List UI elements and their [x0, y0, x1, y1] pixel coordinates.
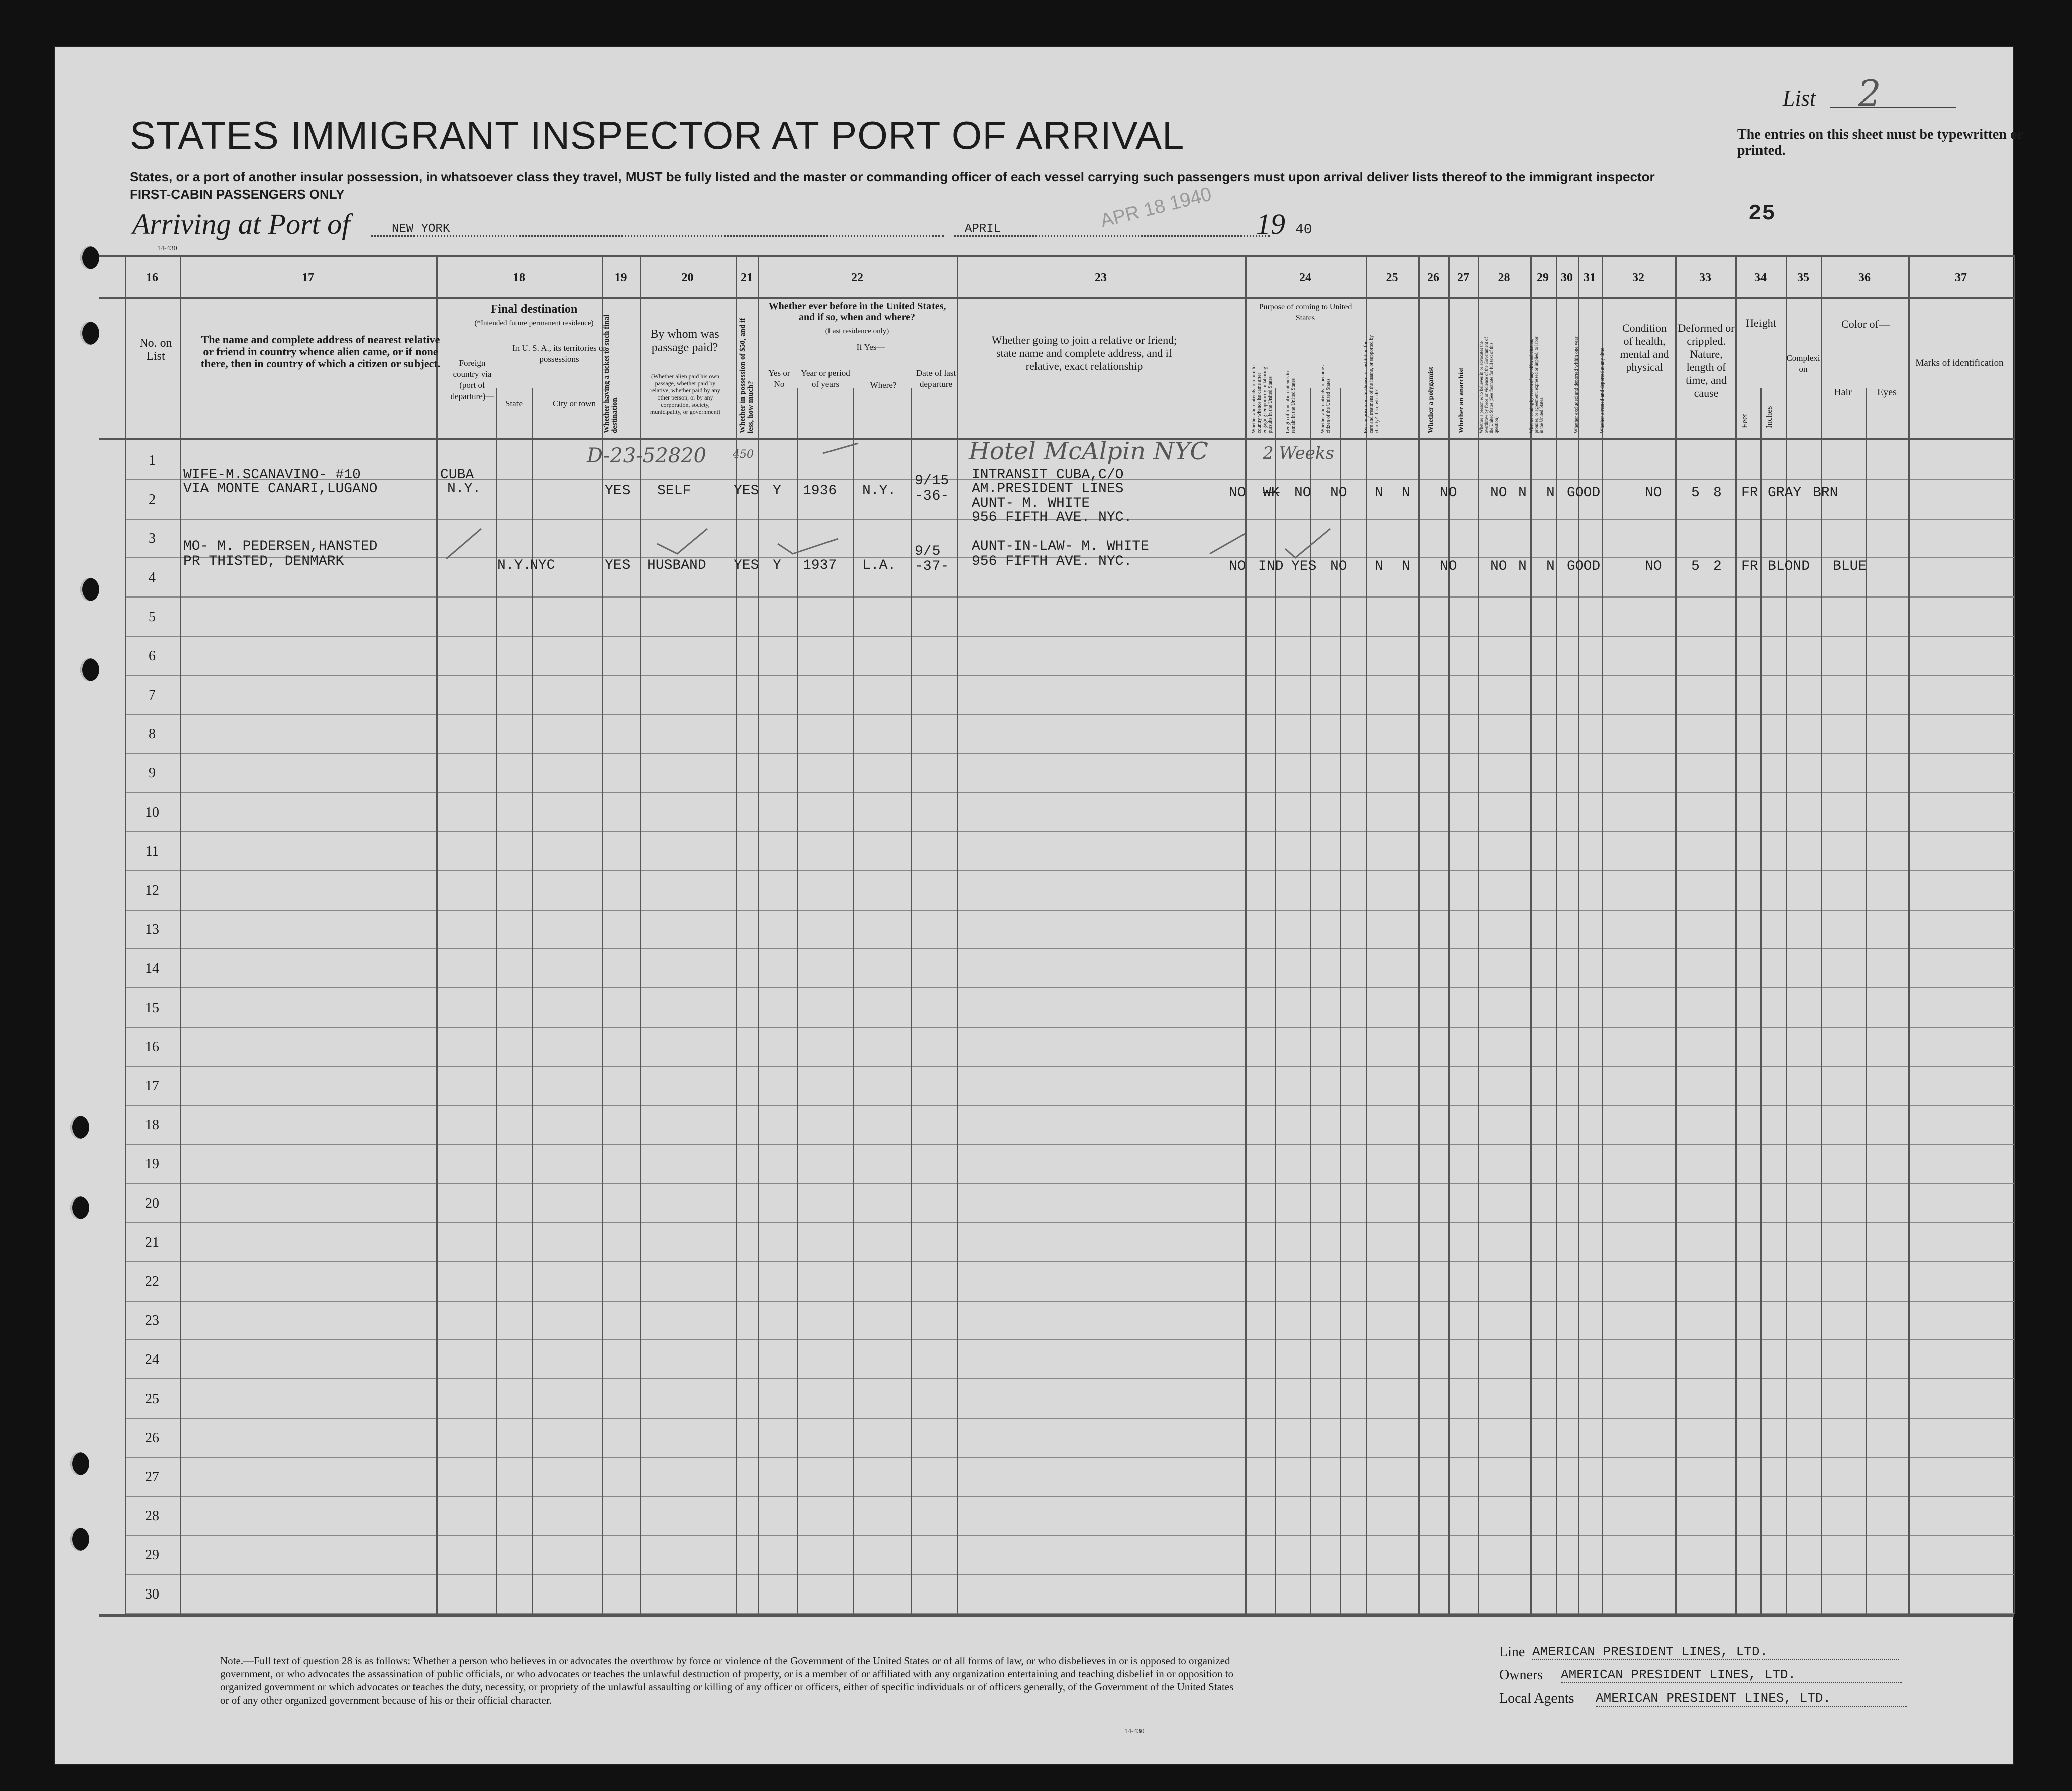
- row-number: 21: [145, 1235, 159, 1250]
- entry1-c30: N: [1518, 485, 1527, 501]
- row-number: 14: [145, 961, 159, 976]
- entry3-c25: NO: [1330, 559, 1348, 574]
- entry1-c31: N: [1546, 485, 1555, 501]
- row-number: 30: [145, 1586, 159, 1602]
- header-c23: Whether going to join a relative or friend; state name and complete address, and if relative, exact relationship: [991, 334, 1177, 372]
- entry1-cert-hand: D-23-52820: [587, 444, 706, 467]
- row-number: 11: [145, 844, 159, 859]
- port-value: NEW YORK: [392, 222, 450, 236]
- column-number: 27: [1457, 271, 1469, 284]
- header-c22-date: Date of last departure: [916, 368, 956, 389]
- entry3-purpose-b: IND: [1258, 559, 1284, 574]
- row-number: 9: [149, 765, 156, 781]
- row-number: 24: [145, 1352, 159, 1367]
- entry3-hair: BLOND: [1768, 559, 1810, 574]
- entry1-join-line3: AUNT- M. WHITE: [972, 495, 1090, 511]
- header-c34: Height: [1746, 317, 1776, 329]
- entry1-join-line1: INTRANSIT CUBA,C/O: [972, 467, 1124, 483]
- row-number: 20: [145, 1196, 159, 1211]
- column-rule: [2014, 255, 2015, 1614]
- agents-value: AMERICAN PRESIDENT LINES, LTD.: [1596, 1690, 1907, 1707]
- header-c34-inches: Inches: [1764, 406, 1774, 428]
- check-mark: [1210, 534, 1245, 554]
- column-number: 17: [302, 271, 314, 284]
- column-number: 20: [681, 271, 694, 284]
- entry1-join-line2: AM.PRESIDENT LINES: [972, 481, 1124, 497]
- row-number: 12: [145, 883, 159, 899]
- list-value: 2: [1858, 72, 1881, 115]
- column-number: 30: [1561, 271, 1573, 284]
- row-rule: [125, 1457, 2014, 1458]
- entry1-before-yn: Y: [773, 483, 781, 499]
- header-c36-eyes: Eyes: [1877, 387, 1897, 398]
- row-number: 7: [149, 687, 156, 703]
- header-c18-city: City or town: [553, 399, 596, 408]
- row-rule: [125, 1574, 2014, 1575]
- typed-note: The entries on this sheet must be typewritten or printed.: [1737, 127, 2023, 158]
- row-rule: [125, 1418, 2014, 1419]
- column-number: 29: [1537, 271, 1549, 284]
- column-number: 23: [1095, 271, 1107, 284]
- entry3-feet: 5: [1691, 559, 1700, 574]
- header-c36-hair: Hair: [1834, 387, 1852, 398]
- agents-label: Local Agents: [1499, 1690, 1574, 1706]
- entry1-c27: N: [1402, 485, 1410, 501]
- entry1-departure-line1: 9/15: [915, 473, 949, 489]
- header-c25: Ever in prison or almshouse, or institution for care and treatment of the insane, or supported by charity? If so, which?: [1363, 335, 1380, 433]
- line-value: AMERICAN PRESIDENT LINES, LTD.: [1532, 1644, 1899, 1660]
- binder-hole: [80, 246, 99, 269]
- row-rule: [125, 987, 2014, 988]
- header-c20-note: (Whether alien paid his own passage, whether paid by relative, whether paid by any other person, or by any corporation, society, municipality, or government): [650, 373, 721, 415]
- entry3-before-where: L.A.: [862, 558, 896, 573]
- row-rule: [125, 1066, 2014, 1067]
- check-mark: [446, 529, 481, 559]
- form-code-top: 14-430: [157, 245, 177, 252]
- binder-hole: [80, 578, 99, 601]
- header-c22: Whether ever before in the United States, and if so, when and where?: [768, 301, 946, 323]
- entry3-departure-line1: 9/5: [915, 544, 941, 559]
- header-c18-foreign: Foreign country via (port of departure)—: [450, 358, 494, 401]
- header-c22-ifyes: If Yes—: [856, 342, 885, 352]
- entry3-complexion: FR: [1741, 559, 1758, 574]
- entry1-before-year: 1936: [803, 483, 837, 499]
- row-rule: [125, 948, 2014, 949]
- class-label: FIRST-CABIN PASSENGERS ONLY: [130, 187, 345, 202]
- entry3-relative-line1: MO- M. PEDERSEN,HANSTED: [183, 539, 378, 554]
- entry3-deformed: NO: [1645, 559, 1662, 574]
- entry3-health: GOOD: [1567, 559, 1601, 574]
- entry3-departure-line2: -37-: [915, 559, 949, 574]
- column-number: 33: [1699, 271, 1711, 284]
- entry3-purpose-c: YES: [1291, 559, 1317, 574]
- row-rule: [125, 1378, 2014, 1379]
- row-number: 8: [149, 726, 156, 742]
- header-c19: Whether having a ticket to such final destination: [603, 314, 619, 433]
- row-number: 6: [149, 648, 156, 664]
- column-number: 24: [1299, 271, 1311, 284]
- column-number: 26: [1427, 271, 1439, 284]
- column-number: 18: [513, 271, 525, 284]
- header-c36: Color of—: [1841, 318, 1890, 330]
- table-bottom-rule: [99, 1614, 2014, 1617]
- entry1-join-line4: 956 FIFTH AVE. NYC.: [972, 510, 1132, 525]
- column-number: 25: [1386, 271, 1398, 284]
- row-number: 1: [149, 453, 156, 468]
- corner-number: 25: [1748, 201, 1775, 226]
- row-number: 13: [145, 922, 159, 937]
- check-mark: [657, 529, 707, 554]
- header-c22-where: Where?: [870, 380, 897, 390]
- check-mark: [823, 443, 858, 453]
- row-rule: [125, 910, 2014, 911]
- row-rule: [125, 1339, 2014, 1340]
- entry1-before-where: N.Y.: [862, 483, 896, 499]
- row-rule: [125, 753, 2014, 754]
- binder-hole: [70, 1196, 89, 1219]
- header-c17: The name and complete address of nearest relative or friend in country whence alien came, or if none there, then in country of which a citizen or subject.: [200, 333, 441, 370]
- header-c18-note: (*Intended future permanent residence): [474, 319, 594, 327]
- row-rule: [125, 1222, 2014, 1223]
- entry1-purpose-hand: 2 Weeks: [1263, 443, 1334, 463]
- header-c20: By whom was passage paid?: [650, 328, 719, 354]
- list-label: List: [1783, 86, 1816, 111]
- entry3-c29: NO: [1490, 559, 1507, 574]
- row-number: 28: [145, 1508, 159, 1524]
- row-number: 5: [149, 609, 156, 625]
- entry3-before-year: 1937: [803, 558, 837, 573]
- row-number: 22: [145, 1274, 159, 1289]
- entry1-purpose-b: WK: [1263, 485, 1280, 501]
- header-c16: No. on List: [139, 337, 172, 363]
- header-c22-year: Year or period of years: [801, 368, 850, 389]
- month-value: APRIL: [965, 222, 1001, 236]
- entry1-purpose-c: NO: [1294, 485, 1311, 501]
- entry1-purpose-a: NO: [1229, 485, 1246, 501]
- entry1-relative-line1: WIFE-M.SCANAVINO- #10: [183, 467, 361, 483]
- entry3-relative-line2: PR THISTED, DENMARK: [183, 554, 344, 569]
- footer-note: Note.—Full text of question 28 is as follows: Whether a person who believes in or advocates the overthrow by force or violence of the Government of the United States or of all forms of law, or who disbelieves in or is opposed to organized government, or who advocates the assassination of public officials, or who advocates or teaches the unlawful destruction of property, or is a member of or affiliated with any organization entertaining and teaching disbelief in or opposition to organized government or which advocates or teaches the duty, necessity, or propriety of the unlawful assaulting or killing of any officer or officers, either of specific individuals or of officers generally, of the Government of the United States or of any other organized government because of his or their official character.: [220, 1655, 1234, 1706]
- check-marks: [54, 46, 2014, 750]
- header-c37: Marks of identification: [1915, 358, 2004, 368]
- entry3-c27: N: [1402, 559, 1410, 574]
- row-rule: [125, 831, 2014, 832]
- entry1-c29: NO: [1490, 485, 1507, 501]
- entry3-join-line1: AUNT-IN-LAW- M. WHITE: [972, 539, 1149, 554]
- entry3-paid-by: HUSBAND: [647, 558, 706, 573]
- entry3-state: N.Y.: [497, 558, 532, 573]
- entry3-c28: NO: [1440, 559, 1457, 574]
- header-c21: Whether in possession of $50, and if less, how much?: [739, 318, 755, 433]
- entry3-purpose-a: NO: [1229, 559, 1246, 574]
- entry3-city: NYC: [530, 558, 555, 573]
- binder-hole: [70, 1452, 89, 1475]
- entry1-join-hand: Hotel McAlpin NYC: [969, 437, 1208, 465]
- row-rule: [125, 792, 2014, 793]
- binder-hole: [80, 658, 99, 681]
- entry1-departure-line2: -36-: [915, 488, 949, 504]
- header-c28: Whether a person who believes in or advocates the overthrow by force or violence of the Government of the United States (See footnote for full text of this question): [1479, 337, 1499, 433]
- column-number: 21: [741, 271, 753, 284]
- check-mark: [1285, 529, 1330, 558]
- row-number: 25: [145, 1391, 159, 1407]
- entry1-c28: NO: [1440, 485, 1457, 501]
- entry3-c31: N: [1546, 559, 1555, 574]
- column-number: 32: [1632, 271, 1644, 284]
- column-number: 37: [1955, 271, 1967, 284]
- header-c22-yesno: Yes or No: [768, 368, 790, 389]
- year-prefix: 19: [1256, 208, 1285, 240]
- entry1-paid-by: SELF: [657, 483, 691, 499]
- entry1-money: YES: [734, 483, 759, 499]
- header-c29: Whether coming by reason of any offer, solicitation, promise, or agreement, expressed or implied, to labor in the United States: [1529, 336, 1544, 433]
- column-number: 34: [1754, 271, 1767, 284]
- entry3-join-line2: 956 FIFTH AVE. NYC.: [972, 554, 1132, 569]
- entry1-feet: 5: [1691, 485, 1700, 501]
- header-c34-feet: Feet: [1740, 413, 1749, 428]
- row-number: 10: [145, 805, 159, 820]
- entry3-c30: N: [1518, 559, 1527, 574]
- header-c24: Purpose of coming to United States: [1259, 303, 1352, 322]
- column-number: 22: [851, 271, 863, 284]
- row-rule: [125, 1613, 2014, 1614]
- header-c30: Whether excluded and deported within one year: [1574, 336, 1579, 433]
- line-label: Line: [1499, 1644, 1525, 1660]
- row-number: 16: [145, 1039, 159, 1055]
- row-rule: [125, 1105, 2014, 1106]
- entry1-hair: GRAY: [1768, 485, 1802, 501]
- binder-hole: [80, 322, 99, 345]
- header-c32: Condition of health, mental and physical: [1620, 322, 1669, 373]
- binder-hole: [70, 1528, 89, 1551]
- header-c31: Whether arrested and deported at any time: [1600, 348, 1605, 433]
- page-subtitle: States, or a port of another insular possession, in whatsoever class they travel, MUST be fully listed and the master or commanding officer of each vessel carrying such passengers must upon arrival deliver lists thereof to the immigrant inspector: [130, 169, 1655, 184]
- entry3-money: YES: [734, 558, 759, 573]
- port-label: Arriving at Port of: [132, 208, 350, 240]
- binder-hole: [70, 1116, 89, 1139]
- row-number: 27: [145, 1469, 159, 1485]
- entry1-inches: 8: [1713, 485, 1722, 501]
- header-c18: Final destination: [490, 303, 578, 316]
- column-number: 16: [146, 271, 158, 284]
- entry1-relative-line2: VIA MONTE CANARI,LUGANO: [183, 481, 378, 497]
- column-number: 28: [1498, 271, 1510, 284]
- row-number: 3: [149, 531, 156, 546]
- row-rule: [125, 1535, 2014, 1536]
- header-c24-b: Length of time alien intends to remain in the United States: [1285, 371, 1296, 433]
- row-rule: [125, 870, 2014, 871]
- entry3-inches: 2: [1713, 559, 1722, 574]
- header-c18-usa: In U. S. A., its territories or possessions: [512, 343, 606, 364]
- owners-value: AMERICAN PRESIDENT LINES, LTD.: [1561, 1667, 1902, 1683]
- header-c33: Deformed or crippled. Nature, length of time, and cause: [1678, 322, 1735, 400]
- entry1-foreign-line2: N.Y.: [447, 481, 481, 497]
- row-number: 23: [145, 1313, 159, 1328]
- row-rule: [125, 1261, 2014, 1262]
- entry1-health: GOOD: [1567, 485, 1601, 501]
- manifest-sheet: [54, 46, 2023, 1765]
- received-stamp: APR 18 1940: [1098, 183, 1214, 232]
- entry1-foreign-line1: CUBA: [440, 467, 474, 483]
- entry3-eyes: BLUE: [1833, 559, 1867, 574]
- header-c22-note: (Last residence only): [825, 327, 889, 335]
- header-c27: Whether an anarchist: [1458, 367, 1465, 433]
- row-rule: [125, 1183, 2014, 1184]
- row-rule: [125, 1496, 2014, 1497]
- owners-label: Owners: [1499, 1667, 1543, 1683]
- header-c35: Complexion: [1786, 353, 1820, 374]
- row-number: 18: [145, 1117, 159, 1133]
- entry1-deformed: NO: [1645, 485, 1662, 501]
- row-number: 15: [145, 1000, 159, 1016]
- entry1-ticket: YES: [605, 483, 631, 499]
- footer-form-code: 14-430: [1124, 1728, 1145, 1735]
- entry1-eyes: BRN: [1813, 485, 1838, 501]
- row-rule: [125, 1027, 2014, 1028]
- column-number: 19: [614, 271, 627, 284]
- row-number: 2: [149, 492, 156, 508]
- row-number: 19: [145, 1156, 159, 1172]
- row-rule: [125, 1301, 2014, 1302]
- column-number: 35: [1797, 271, 1809, 284]
- row-number: 4: [149, 570, 156, 585]
- entry3-ticket: YES: [605, 558, 631, 573]
- entry3-c26: N: [1375, 559, 1383, 574]
- header-c18-state: State: [505, 399, 523, 408]
- header-c24-a: Whether alien intends to return to country whence he came after engaging temporarily in laboring pursuits in the United States: [1251, 365, 1273, 433]
- row-rule: [125, 1144, 2014, 1145]
- column-number: 31: [1584, 271, 1596, 284]
- column-number: 36: [1858, 271, 1871, 284]
- row-number: 29: [145, 1547, 159, 1563]
- header-c24-c: Whether alien intends to become a citizen of the United States: [1320, 363, 1331, 433]
- entry1-c25: NO: [1330, 485, 1348, 501]
- row-number: 26: [145, 1430, 159, 1446]
- entry1-money-note: 450: [733, 448, 754, 461]
- entry1-complexion: FR: [1741, 485, 1758, 501]
- row-number: 17: [145, 1078, 159, 1094]
- entry3-before-yn: Y: [773, 558, 781, 573]
- year-suffix: 40: [1295, 222, 1312, 238]
- header-c26: Whether a polygamist: [1427, 367, 1435, 433]
- entry1-c26: N: [1375, 485, 1383, 501]
- check-mark: [778, 539, 838, 554]
- page-title: STATES IMMIGRANT INSPECTOR AT PORT OF ARRIVAL: [130, 113, 1185, 157]
